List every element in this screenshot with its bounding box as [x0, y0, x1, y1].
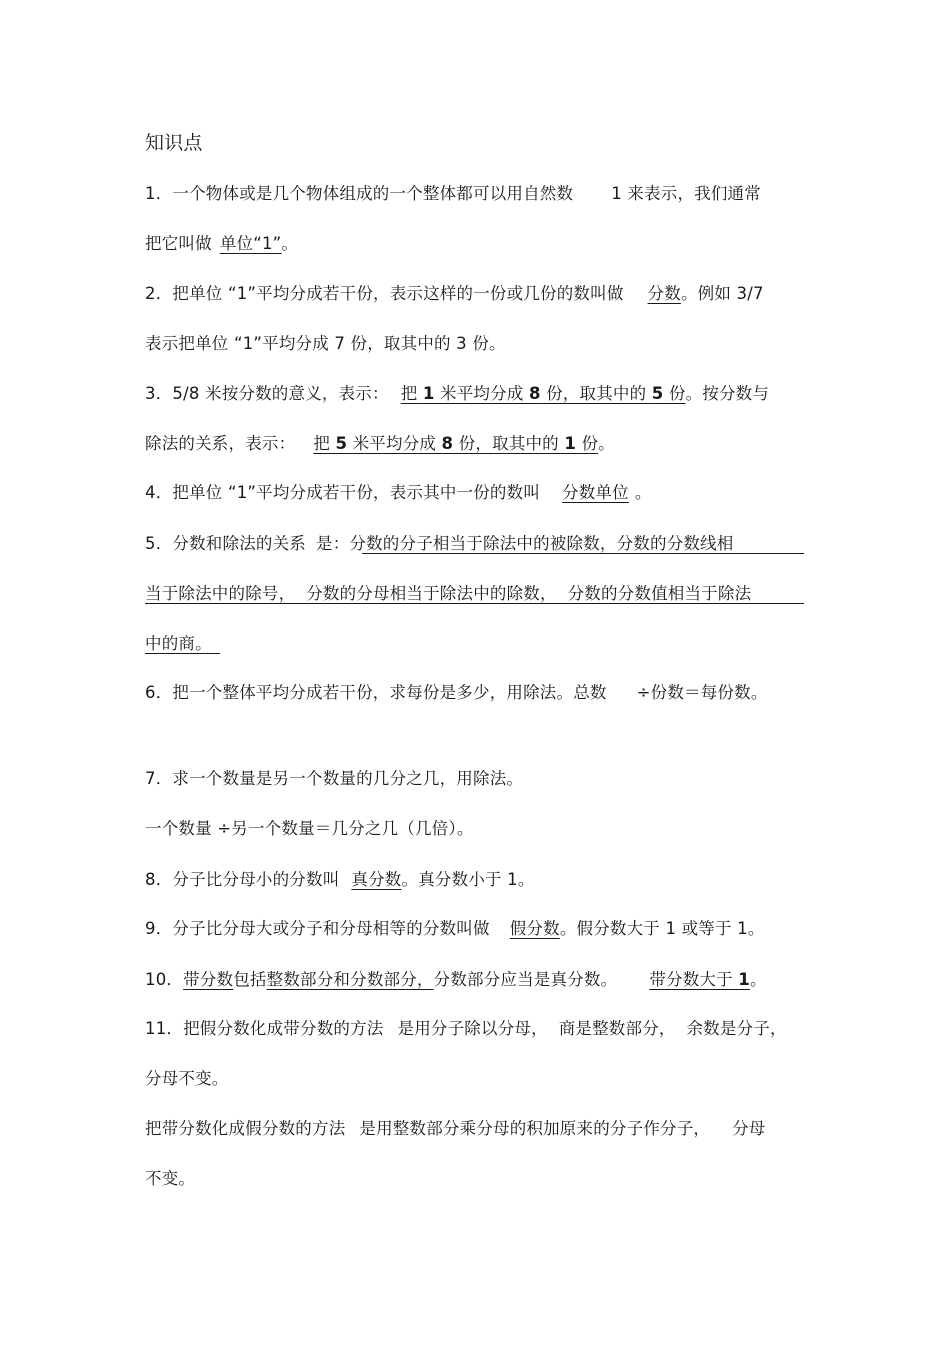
item-5-line-3: 中的商。: [145, 634, 212, 653]
text: 。: [281, 234, 299, 253]
text: 1 来表示，我们通常: [611, 184, 761, 203]
answer-blank: 分数: [647, 284, 681, 303]
text: 6．把一个整体平均分成若干份，求每份是多少，用除法。总数: [145, 683, 607, 702]
item-2-line-1: [145, 283, 764, 305]
item-3-line-2: [145, 433, 615, 455]
item-7-line-1: 7．求一个数量是另一个数量的几分之几，用除法。: [145, 769, 524, 788]
text: 米平均分成: [434, 384, 529, 403]
text: 是：: [316, 534, 350, 553]
item-3-line-1: [145, 383, 769, 405]
item-11-line-3: [145, 1118, 766, 1140]
text: 除法的关系，表示：: [145, 434, 296, 453]
text: 3．5/8 米按分数的意义，表示：: [145, 384, 389, 403]
answer-blank: [401, 384, 686, 403]
underline-rule: [145, 653, 220, 654]
text: 份: [663, 384, 686, 403]
text: 是用整数部分乘分母的积加原来的分子作分子，: [359, 1119, 711, 1138]
answer-blank: [649, 970, 750, 989]
text: 。假分数大于 1 或等于 1。: [559, 919, 765, 938]
item-5-line-2: 当于除法中的除号， 分数的分母相当于除法中的除数， 分数的分数值相当于除法: [145, 584, 752, 603]
text: 1．一个物体或是几个物体组成的一个整体都可以用自然数: [145, 184, 574, 203]
answer-blank: 整数部分和分数部分，: [266, 970, 434, 989]
text: 把它叫做: [145, 234, 212, 253]
answer-blank: [313, 434, 598, 453]
answer-blank: 假分数: [509, 919, 560, 938]
text: 包括: [233, 970, 267, 989]
answer-blank: 带分数: [183, 970, 234, 989]
text: 份: [576, 434, 599, 453]
answer-blank: 分数单位: [562, 483, 629, 502]
item-8: [145, 869, 535, 891]
text: 。例如 3/7: [680, 284, 764, 303]
item-1-line-1: [145, 183, 761, 205]
item-11-line-2: 分母不变。: [145, 1069, 229, 1088]
item-10: [145, 969, 767, 991]
text: 。按分数与: [685, 384, 770, 403]
number: 1: [738, 970, 750, 989]
answer-blank: 分数的分子相当于除法中的被除数，分数的分数线相: [349, 534, 734, 553]
item-1-line-2: [145, 233, 298, 255]
page-title: 知识点: [145, 132, 203, 154]
text: 。真分数小于 1。: [401, 870, 535, 889]
text: 2．把单位 “1”平均分成若干份，表示这样的一份或几份的数叫做: [145, 284, 624, 303]
text: 是用分子除以分母， 商是整数部分， 余数是分子，: [397, 1019, 787, 1038]
text: 把: [313, 434, 336, 453]
number: 8: [441, 434, 454, 453]
text: 份，取其中的: [453, 434, 565, 453]
item-4: [145, 482, 652, 504]
underline-rule: [145, 603, 804, 604]
item-6: [145, 682, 768, 704]
number: 5: [335, 434, 348, 453]
item-11-line-4: 不变。: [145, 1169, 196, 1188]
answer-blank: 单位“1”: [219, 234, 282, 253]
text: 9．分子比分母大或分子和分母相等的分数叫做: [145, 919, 490, 938]
text: 把带分数化成假分数的方法: [145, 1119, 346, 1138]
number: 1: [422, 384, 435, 403]
answer-blank: 真分数: [351, 870, 402, 889]
text: 10．: [145, 970, 184, 989]
text: 分母: [732, 1119, 766, 1138]
item-5-line-1: [145, 533, 734, 555]
text: 11．把假分数化成带分数的方法: [145, 1019, 384, 1038]
number: 5: [651, 384, 664, 403]
number: 8: [528, 384, 541, 403]
text: 4．把单位 “1”平均分成若干份，表示其中一份的数叫: [145, 483, 541, 502]
text: 把: [400, 384, 423, 403]
text: 8．分子比分母小的分数叫: [145, 870, 340, 889]
text: 。: [598, 434, 615, 453]
text: 带分数大于: [649, 970, 739, 989]
item-7-line-2: 一个数量 ÷另一个数量＝几分之几（几倍）。: [145, 819, 474, 838]
item-9: [145, 918, 765, 940]
number: 1: [564, 434, 577, 453]
underline-rule: [362, 553, 804, 554]
text: 份，取其中的: [540, 384, 652, 403]
text: 分数部分应当是真分数。: [433, 970, 618, 989]
text: 米平均分成: [347, 434, 442, 453]
text: 5．分数和除法的关系: [145, 534, 306, 553]
text: ÷份数＝每份数。: [636, 683, 768, 702]
text: 。: [749, 970, 767, 989]
item-11-line-1: [145, 1018, 787, 1040]
text: 。: [634, 483, 652, 502]
item-2-line-2: 表示把单位 “1”平均分成 7 份，取其中的 3 份。: [145, 334, 506, 353]
